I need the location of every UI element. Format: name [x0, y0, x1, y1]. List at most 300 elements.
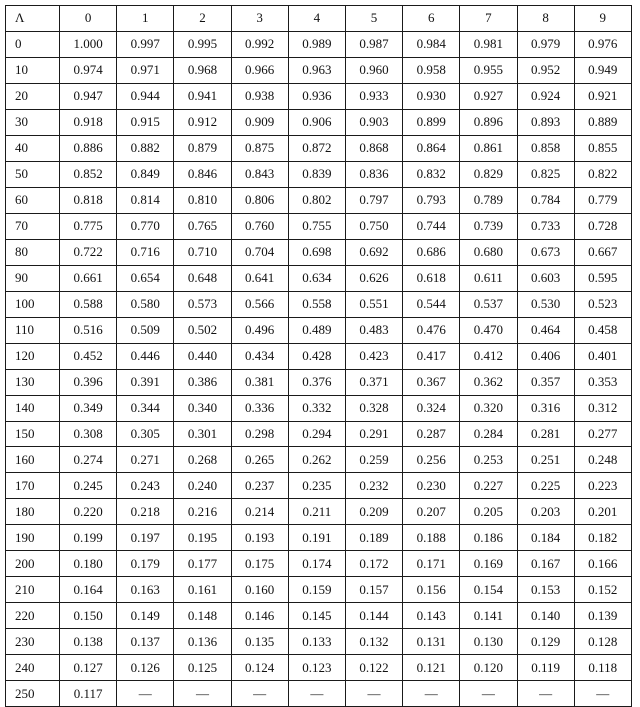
value-cell: 0.704 [231, 239, 288, 265]
lambda-cell: 180 [6, 499, 60, 525]
value-cell: 0.802 [288, 187, 345, 213]
value-cell: 0.251 [517, 447, 574, 473]
value-cell: 0.268 [174, 447, 231, 473]
value-cell: 0.199 [60, 525, 117, 551]
value-cell: 0.159 [288, 577, 345, 603]
value-cell: 0.237 [231, 473, 288, 499]
value-cell: 0.156 [403, 577, 460, 603]
value-cell: 0.336 [231, 395, 288, 421]
value-cell: 0.641 [231, 265, 288, 291]
value-cell: 0.496 [231, 317, 288, 343]
table-row [6, 31, 632, 57]
value-cell: 0.166 [574, 551, 631, 577]
header-cell: 2 [174, 6, 231, 32]
value-cell: 0.611 [460, 265, 517, 291]
table-row [6, 499, 632, 525]
value-cell: 0.124 [231, 655, 288, 681]
header-cell: 7 [460, 6, 517, 32]
value-cell: 0.287 [403, 421, 460, 447]
value-cell: 0.312 [574, 395, 631, 421]
value-cell: 0.367 [403, 369, 460, 395]
table-row [6, 161, 632, 187]
value-cell: 0.692 [345, 239, 402, 265]
value-cell: 0.180 [60, 551, 117, 577]
value-cell: 0.984 [403, 31, 460, 57]
value-cell: 0.148 [174, 603, 231, 629]
value-cell: 0.537 [460, 291, 517, 317]
value-cell: 0.489 [288, 317, 345, 343]
lambda-cell: 110 [6, 317, 60, 343]
value-cell: 0.207 [403, 499, 460, 525]
lambda-cell: 210 [6, 577, 60, 603]
value-cell: 0.739 [460, 213, 517, 239]
table-row [6, 187, 632, 213]
table-row [6, 629, 632, 655]
table-row [6, 577, 632, 603]
value-cell: 0.987 [345, 31, 402, 57]
value-cell: 0.981 [460, 31, 517, 57]
table-row [6, 343, 632, 369]
value-cell: 0.138 [60, 629, 117, 655]
value-cell: 0.340 [174, 395, 231, 421]
value-cell: 0.179 [117, 551, 174, 577]
table-row [6, 135, 632, 161]
header-cell: 9 [574, 6, 631, 32]
value-cell: 0.301 [174, 421, 231, 447]
value-cell: 0.253 [460, 447, 517, 473]
value-cell: 0.882 [117, 135, 174, 161]
value-cell: 0.686 [403, 239, 460, 265]
value-cell: 0.483 [345, 317, 402, 343]
header-cell: 6 [403, 6, 460, 32]
value-cell: 0.989 [288, 31, 345, 57]
value-cell: 0.944 [117, 83, 174, 109]
value-cell: 0.141 [460, 603, 517, 629]
value-cell: 0.423 [345, 343, 402, 369]
value-cell: 0.225 [517, 473, 574, 499]
table-row [6, 681, 632, 707]
value-cell: 0.470 [460, 317, 517, 343]
table-row [6, 291, 632, 317]
value-cell: 0.722 [60, 239, 117, 265]
value-cell: 0.126 [117, 655, 174, 681]
value-cell: 0.968 [174, 57, 231, 83]
value-cell: 0.523 [574, 291, 631, 317]
lambda-cell: 230 [6, 629, 60, 655]
value-cell: 0.452 [60, 343, 117, 369]
value-cell: 0.243 [117, 473, 174, 499]
value-cell: 0.177 [174, 551, 231, 577]
value-cell: 0.974 [60, 57, 117, 83]
value-cell: 0.412 [460, 343, 517, 369]
value-cell: 0.434 [231, 343, 288, 369]
value-cell: 0.197 [117, 525, 174, 551]
value-cell: 0.201 [574, 499, 631, 525]
value-cell: 0.135 [231, 629, 288, 655]
value-cell: 0.634 [288, 265, 345, 291]
lambda-cell: 200 [6, 551, 60, 577]
header-cell: 0 [60, 6, 117, 32]
table-row [6, 213, 632, 239]
value-cell: 0.810 [174, 187, 231, 213]
value-cell: 0.580 [117, 291, 174, 317]
value-cell: 0.648 [174, 265, 231, 291]
value-cell: 0.248 [574, 447, 631, 473]
value-cell: — [345, 681, 402, 707]
value-cell: — [231, 681, 288, 707]
value-cell: 0.915 [117, 109, 174, 135]
value-cell: 0.566 [231, 291, 288, 317]
value-cell: 0.186 [460, 525, 517, 551]
table-row [6, 369, 632, 395]
value-cell: 0.223 [574, 473, 631, 499]
lambda-cell: 190 [6, 525, 60, 551]
value-cell: 0.889 [574, 109, 631, 135]
value-cell: 0.417 [403, 343, 460, 369]
lambda-cell: 50 [6, 161, 60, 187]
value-cell: 0.119 [517, 655, 574, 681]
lambda-cell: 240 [6, 655, 60, 681]
value-cell: 0.558 [288, 291, 345, 317]
value-cell: 0.118 [574, 655, 631, 681]
value-cell: 0.220 [60, 499, 117, 525]
value-cell: 0.626 [345, 265, 402, 291]
value-cell: 0.164 [60, 577, 117, 603]
value-cell: 0.125 [174, 655, 231, 681]
value-cell: 0.784 [517, 187, 574, 213]
value-cell: 0.230 [403, 473, 460, 499]
value-cell: 0.710 [174, 239, 231, 265]
value-cell: 0.846 [174, 161, 231, 187]
value-cell: 0.992 [231, 31, 288, 57]
value-cell: 0.195 [174, 525, 231, 551]
value-cell: 0.698 [288, 239, 345, 265]
value-cell: 0.966 [231, 57, 288, 83]
value-cell: 0.298 [231, 421, 288, 447]
value-cell: 0.852 [60, 161, 117, 187]
value-cell: 0.573 [174, 291, 231, 317]
value-cell: 0.133 [288, 629, 345, 655]
value-cell: 0.886 [60, 135, 117, 161]
lambda-cell: 60 [6, 187, 60, 213]
lambda-cell: 130 [6, 369, 60, 395]
lambda-cell: 40 [6, 135, 60, 161]
value-cell: 0.976 [574, 31, 631, 57]
value-cell: 0.868 [345, 135, 402, 161]
table-body [6, 31, 632, 706]
value-cell: 0.899 [403, 109, 460, 135]
value-cell: 0.716 [117, 239, 174, 265]
value-cell: 0.145 [288, 603, 345, 629]
value-cell: 0.544 [403, 291, 460, 317]
value-cell: 0.551 [345, 291, 402, 317]
value-cell: 0.875 [231, 135, 288, 161]
value-cell: 0.933 [345, 83, 402, 109]
value-cell: 0.182 [574, 525, 631, 551]
value-cell: 0.789 [460, 187, 517, 213]
header-cell: 5 [345, 6, 402, 32]
value-cell: 0.667 [574, 239, 631, 265]
value-cell: 0.169 [460, 551, 517, 577]
value-cell: 0.832 [403, 161, 460, 187]
value-cell: 0.963 [288, 57, 345, 83]
value-cell: 0.172 [345, 551, 402, 577]
value-cell: 0.912 [174, 109, 231, 135]
value-cell: 0.175 [231, 551, 288, 577]
value-cell: 0.861 [460, 135, 517, 161]
table-row [6, 317, 632, 343]
value-cell: 0.839 [288, 161, 345, 187]
value-cell: 0.936 [288, 83, 345, 109]
coefficient-table [5, 5, 632, 707]
header-cell: 8 [517, 6, 574, 32]
value-cell: 0.779 [574, 187, 631, 213]
value-cell: 0.906 [288, 109, 345, 135]
lambda-cell: 30 [6, 109, 60, 135]
lambda-cell: 20 [6, 83, 60, 109]
value-cell: 0.121 [403, 655, 460, 681]
value-cell: 0.271 [117, 447, 174, 473]
value-cell: 0.381 [231, 369, 288, 395]
table-row [6, 473, 632, 499]
value-cell: 0.281 [517, 421, 574, 447]
lambda-cell: 170 [6, 473, 60, 499]
lambda-cell: 80 [6, 239, 60, 265]
value-cell: 0.661 [60, 265, 117, 291]
value-cell: 0.150 [60, 603, 117, 629]
value-cell: 0.386 [174, 369, 231, 395]
value-cell: — [117, 681, 174, 707]
value-cell: 0.344 [117, 395, 174, 421]
value-cell: 0.146 [231, 603, 288, 629]
table-row [6, 525, 632, 551]
table-row [6, 83, 632, 109]
value-cell: 0.775 [60, 213, 117, 239]
value-cell: 0.938 [231, 83, 288, 109]
value-cell: 0.836 [345, 161, 402, 187]
value-cell: 0.294 [288, 421, 345, 447]
value-cell: 0.189 [345, 525, 402, 551]
value-cell: — [574, 681, 631, 707]
value-cell: 0.952 [517, 57, 574, 83]
value-cell: 0.262 [288, 447, 345, 473]
lambda-cell: 250 [6, 681, 60, 707]
value-cell: 0.530 [517, 291, 574, 317]
value-cell: 0.921 [574, 83, 631, 109]
value-cell: 0.308 [60, 421, 117, 447]
value-cell: 0.324 [403, 395, 460, 421]
value-cell: 0.277 [574, 421, 631, 447]
value-cell: 0.259 [345, 447, 402, 473]
value-cell: 0.122 [345, 655, 402, 681]
value-cell: 0.291 [345, 421, 402, 447]
value-cell: 0.160 [231, 577, 288, 603]
value-cell: 0.140 [517, 603, 574, 629]
value-cell: 0.680 [460, 239, 517, 265]
value-cell: 0.245 [60, 473, 117, 499]
value-cell: 0.829 [460, 161, 517, 187]
value-cell: 0.879 [174, 135, 231, 161]
value-cell: 0.927 [460, 83, 517, 109]
value-cell: 0.152 [574, 577, 631, 603]
value-cell: 0.750 [345, 213, 402, 239]
value-cell: — [517, 681, 574, 707]
table-row [6, 603, 632, 629]
value-cell: 0.896 [460, 109, 517, 135]
value-cell: 0.256 [403, 447, 460, 473]
lambda-cell: 90 [6, 265, 60, 291]
value-cell: 0.265 [231, 447, 288, 473]
value-cell: 0.406 [517, 343, 574, 369]
value-cell: 0.216 [174, 499, 231, 525]
lambda-cell: 140 [6, 395, 60, 421]
value-cell: 0.153 [517, 577, 574, 603]
value-cell: 0.825 [517, 161, 574, 187]
value-cell: 0.446 [117, 343, 174, 369]
value-cell: 0.458 [574, 317, 631, 343]
value-cell: 0.930 [403, 83, 460, 109]
value-cell: 0.893 [517, 109, 574, 135]
value-cell: 0.401 [574, 343, 631, 369]
value-cell: 0.137 [117, 629, 174, 655]
value-cell: 0.818 [60, 187, 117, 213]
value-cell: 0.595 [574, 265, 631, 291]
value-cell: 0.130 [460, 629, 517, 655]
value-cell: 0.588 [60, 291, 117, 317]
value-cell: 0.502 [174, 317, 231, 343]
value-cell: 0.305 [117, 421, 174, 447]
value-cell: 0.203 [517, 499, 574, 525]
value-cell: 0.205 [460, 499, 517, 525]
value-cell: 0.136 [174, 629, 231, 655]
value-cell: 0.193 [231, 525, 288, 551]
table-row [6, 551, 632, 577]
table-row [6, 655, 632, 681]
lambda-cell: 100 [6, 291, 60, 317]
value-cell: 0.428 [288, 343, 345, 369]
lambda-cell: 220 [6, 603, 60, 629]
lambda-cell: 10 [6, 57, 60, 83]
value-cell: 0.127 [60, 655, 117, 681]
value-cell: 0.843 [231, 161, 288, 187]
value-cell: 0.618 [403, 265, 460, 291]
value-cell: 0.188 [403, 525, 460, 551]
value-cell: 0.214 [231, 499, 288, 525]
value-cell: 0.979 [517, 31, 574, 57]
lambda-cell: 150 [6, 421, 60, 447]
lambda-cell: 120 [6, 343, 60, 369]
value-cell: 0.139 [574, 603, 631, 629]
value-cell: — [174, 681, 231, 707]
value-cell: 0.235 [288, 473, 345, 499]
value-cell: 0.320 [460, 395, 517, 421]
table-row [6, 239, 632, 265]
value-cell: 0.603 [517, 265, 574, 291]
table-row [6, 57, 632, 83]
value-cell: 0.120 [460, 655, 517, 681]
value-cell: 0.918 [60, 109, 117, 135]
value-cell: 0.362 [460, 369, 517, 395]
value-cell: 0.274 [60, 447, 117, 473]
value-cell: 0.117 [60, 681, 117, 707]
value-cell: 0.132 [345, 629, 402, 655]
value-cell: 0.971 [117, 57, 174, 83]
value-cell: 0.673 [517, 239, 574, 265]
value-cell: 0.129 [517, 629, 574, 655]
value-cell: 0.793 [403, 187, 460, 213]
value-cell: 0.765 [174, 213, 231, 239]
value-cell: 0.184 [517, 525, 574, 551]
header-cell: Λ [6, 6, 60, 32]
value-cell: 0.357 [517, 369, 574, 395]
value-cell: 0.855 [574, 135, 631, 161]
value-cell: 0.191 [288, 525, 345, 551]
table-row [6, 395, 632, 421]
value-cell: 0.955 [460, 57, 517, 83]
value-cell: 0.209 [345, 499, 402, 525]
value-cell: 0.858 [517, 135, 574, 161]
value-cell: 0.157 [345, 577, 402, 603]
value-cell: 0.440 [174, 343, 231, 369]
value-cell: 0.353 [574, 369, 631, 395]
value-cell: 0.755 [288, 213, 345, 239]
value-cell: 0.924 [517, 83, 574, 109]
value-cell: 0.797 [345, 187, 402, 213]
header-cell: 1 [117, 6, 174, 32]
value-cell: 0.144 [345, 603, 402, 629]
value-cell: 0.733 [517, 213, 574, 239]
value-cell: — [460, 681, 517, 707]
value-cell: 0.232 [345, 473, 402, 499]
value-cell: 0.760 [231, 213, 288, 239]
value-cell: — [288, 681, 345, 707]
lambda-cell: 160 [6, 447, 60, 473]
value-cell: 0.958 [403, 57, 460, 83]
value-cell: 0.218 [117, 499, 174, 525]
lambda-cell: 70 [6, 213, 60, 239]
value-cell: 0.332 [288, 395, 345, 421]
value-cell: 0.396 [60, 369, 117, 395]
value-cell: 0.167 [517, 551, 574, 577]
table-row [6, 447, 632, 473]
value-cell: 0.161 [174, 577, 231, 603]
value-cell: 0.123 [288, 655, 345, 681]
value-cell: 0.476 [403, 317, 460, 343]
value-cell: — [403, 681, 460, 707]
value-cell: 0.903 [345, 109, 402, 135]
value-cell: 0.174 [288, 551, 345, 577]
value-cell: 0.464 [517, 317, 574, 343]
header-cell: 4 [288, 6, 345, 32]
value-cell: 0.128 [574, 629, 631, 655]
table-row [6, 421, 632, 447]
value-cell: 0.284 [460, 421, 517, 447]
value-cell: 0.997 [117, 31, 174, 57]
value-cell: 0.960 [345, 57, 402, 83]
value-cell: 0.211 [288, 499, 345, 525]
value-cell: 0.814 [117, 187, 174, 213]
value-cell: 0.171 [403, 551, 460, 577]
value-cell: 0.131 [403, 629, 460, 655]
value-cell: 0.391 [117, 369, 174, 395]
value-cell: 0.770 [117, 213, 174, 239]
value-cell: 0.154 [460, 577, 517, 603]
value-cell: 0.949 [574, 57, 631, 83]
value-cell: 0.516 [60, 317, 117, 343]
value-cell: 0.509 [117, 317, 174, 343]
value-cell: 0.849 [117, 161, 174, 187]
value-cell: 0.941 [174, 83, 231, 109]
